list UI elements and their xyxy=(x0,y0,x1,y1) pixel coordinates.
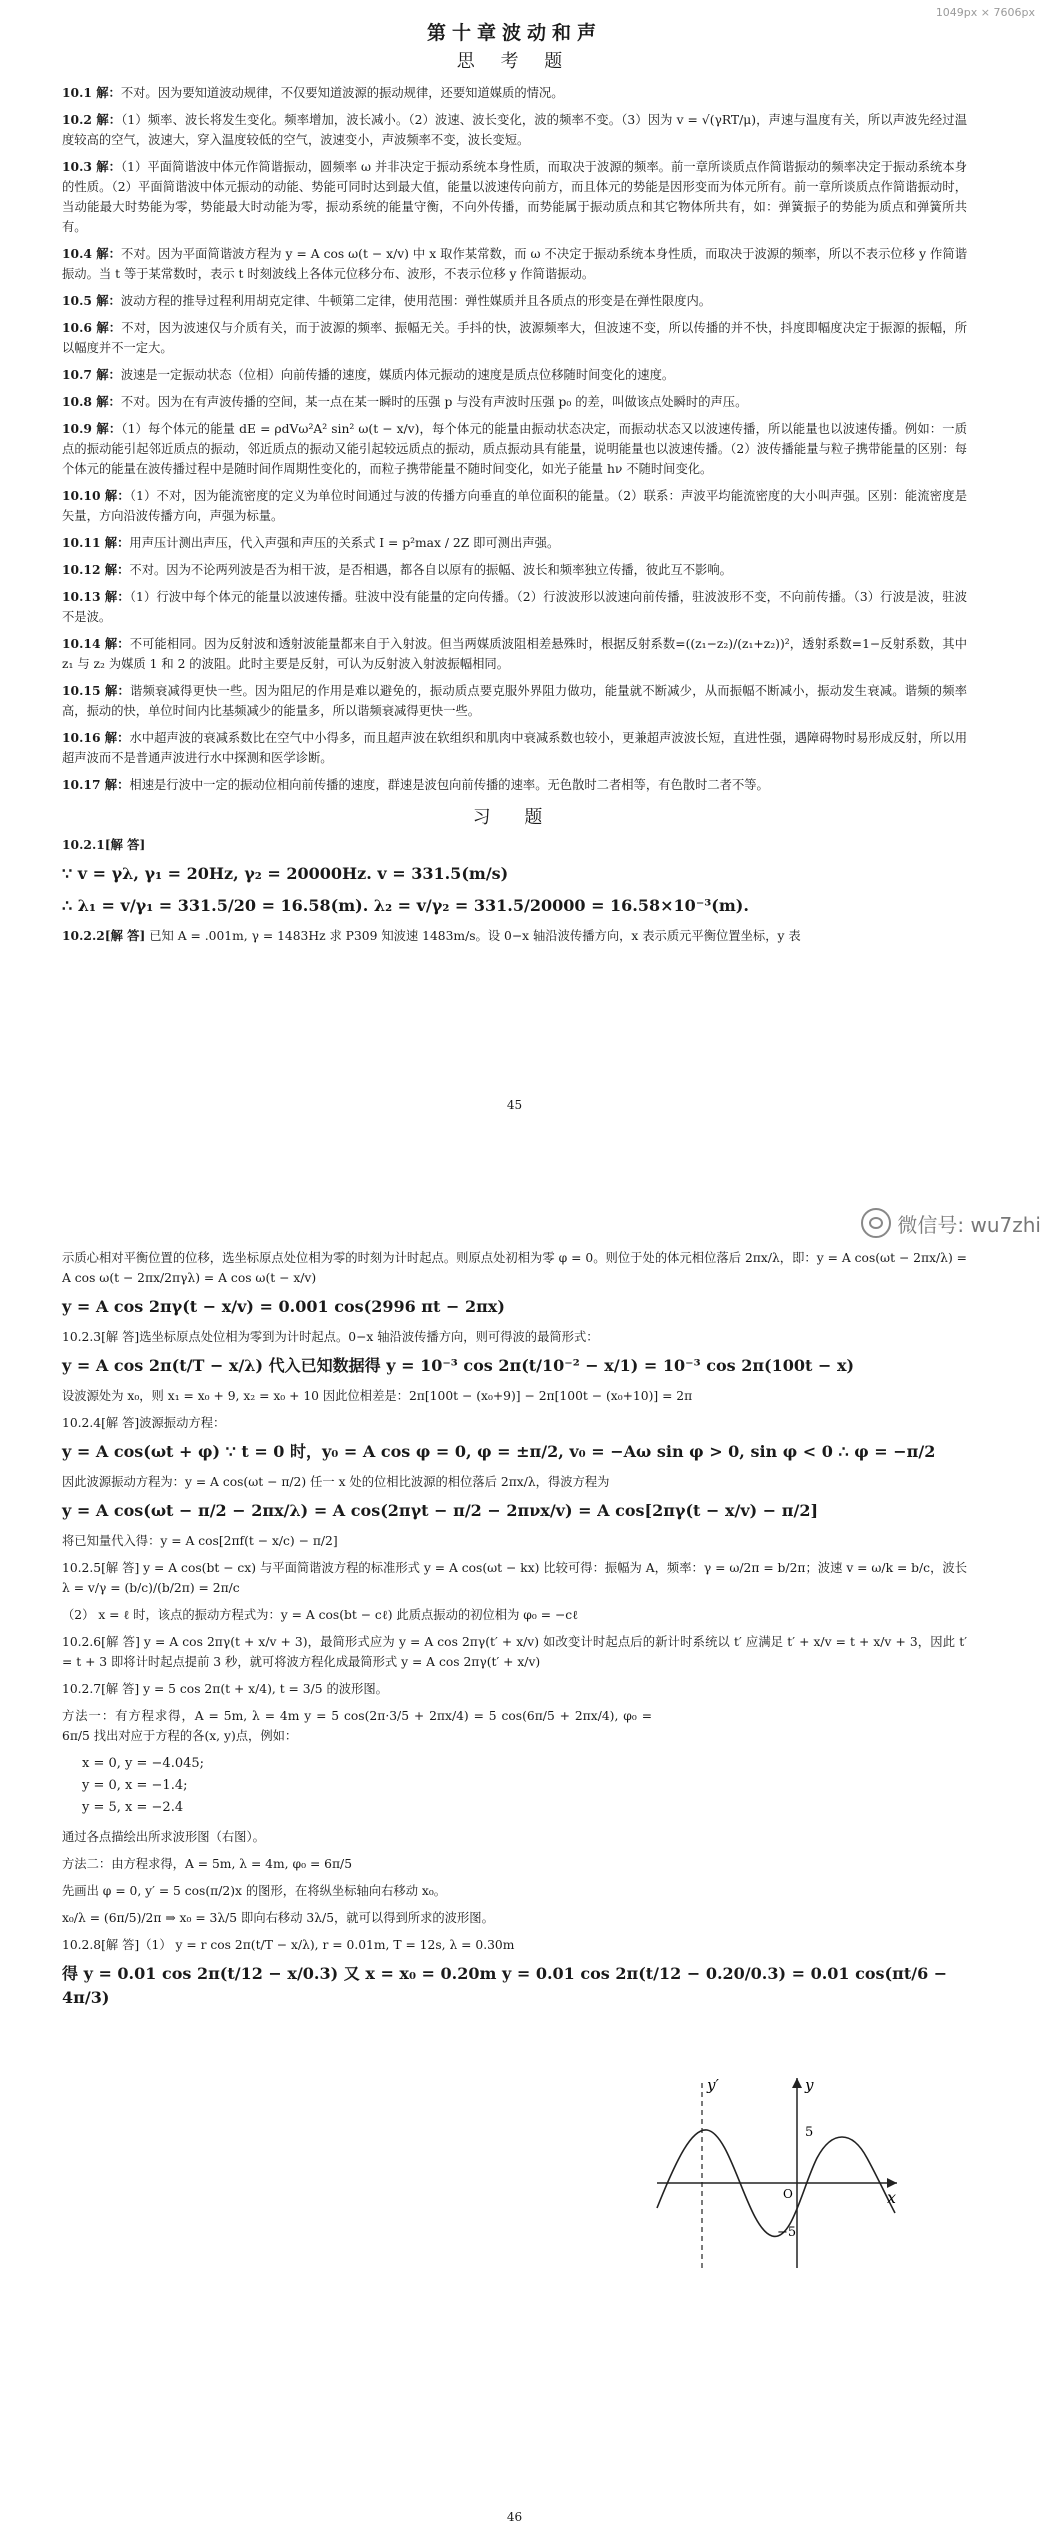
point-item: y = 0, x = −1.4; xyxy=(82,1778,188,1793)
points-note: 通过各点描绘出所求波形图（右图）。 xyxy=(62,1830,265,1844)
exercise-10-2-5: 10.2.5[解 答] y = A cos(bt − cx) 与平面简谐波方程的标准形式 y = A cos(ωt − kx) 比较可得：振幅为 A，频率：γ = ω/2π = b/2π；波速 v = ω/k = b/c，波长 λ = v/γ = (b/c)/(b/2π) = 2π/c xyxy=(62,1561,967,1595)
question-label: 10.14 解： xyxy=(62,636,130,651)
question-answer xyxy=(62,365,967,385)
question-answer xyxy=(62,157,967,237)
question-label: 10.5 解： xyxy=(62,293,121,308)
question-text: 相速是行波中一定的振动位相向前传播的速度，群速是波包向前传播的速率。无色散时二者相等，有色散时二者不等。 xyxy=(129,778,769,792)
question-text: 不对。因为在有声波传播的空间，某一点在某一瞬时的压强 p 与没有声波时压强 p₀ 的差，叫做该点处瞬时的声压。 xyxy=(120,395,748,409)
tick-neg-five-label: −5 xyxy=(777,2225,797,2240)
question-text: （1）每个体元的能量 dE = ρdVω²A² sin² ω(t − x/v)，每个体元的能量由振动状态决定，而振动状态又以波速传播，所以能量也以波速传播。例如：一质点的振动能引起邻近质点的振动，邻近质点的振动又能引起较远质点的振动，质点振动具有能量，说明能量也以波速传播。（2）波传播能量与粒子携带能量的区别：每个体元的能量在波传播过程中是随时间作周期性变化的，而粒子携带能量不随时间变化，如光子能量 hν 不随时间变化。 xyxy=(62,422,967,476)
question-answer xyxy=(62,419,967,479)
page-number: 46 xyxy=(506,2510,523,2524)
question-answer xyxy=(62,634,967,674)
watermark-text: 微信号: wu7zhi xyxy=(897,1212,1041,1237)
question-answer xyxy=(62,110,967,150)
exercise-10-2-1 xyxy=(62,835,967,855)
question-text: 不对。因为不论两列波是否为相干波，是否相遇，都各自以原有的振幅、波长和频率独立传播，彼此互不影响。 xyxy=(129,563,732,577)
question-label: 10.12 解： xyxy=(62,562,130,577)
point-list xyxy=(82,1753,967,1819)
formula-10-2-4b: 因此波源振动方程为：y = A cos(ωt − π/2) 任一 x 处的位相比波源的相位落后 2πx/λ，得波方程为 xyxy=(62,1475,610,1489)
chapter-title: 第十章波动和声 xyxy=(426,22,602,44)
question-text: 不对。因为要知道波动规律，不仅要知道波源的振动规律，还要知道媒质的情况。 xyxy=(120,86,564,100)
question-answer xyxy=(62,681,967,721)
exercise-10-2-3: 10.2.3[解 答]选坐标原点处位相为零到为计时起点。0−x 轴沿波传播方向，则可得波的最简形式： xyxy=(62,1330,599,1344)
question-answer xyxy=(62,728,967,768)
question-label: 10.17 解： xyxy=(62,777,130,792)
page-46 xyxy=(62,1248,967,2528)
formula-10-2-5b: （2） x = ℓ 时，该点的振动方程式为：y = A cos(bt − cℓ) 此质点振动的初位相为 φ₀ = −cℓ xyxy=(62,1608,579,1622)
question-text: （1）频率、波长将发生变化。频率增加，波长减小。（2）波速、波长变化，波的频率不变。（3）因为 v = √(γRT/μ)，声速与温度有关，所以声波先经过温度较高的空气，波速大，穿入温度较低的空气，波速变小，声波频率不变，波长变短。 xyxy=(62,113,967,147)
y-axis-arrow xyxy=(792,2078,802,2088)
question-label: 10.3 解： xyxy=(62,159,121,174)
question-text: 水中超声波的衰减系数比在空气中小得多，而且超声波在软组织和肌肉中衰减系数也较小，更兼超声波波长短，直进性强，遇障碍物时易形成反射，所以用超声波而不是普通声波进行水中探测和医学诊断。 xyxy=(62,731,967,765)
question-text: 波速是一定振动状态（位相）向前传播的速度，媒质内体元振动的速度是质点位移随时间变化的速度。 xyxy=(120,368,675,382)
question-label: 10.4 解： xyxy=(62,246,121,261)
formula-10-2-3b: 设波源处为 x₀，则 x₁ = x₀ + 9, x₂ = x₀ + 10 因此位相差是：2π[100t − (x₀+9)] − 2π[100t − (x₀+10)] = 2π xyxy=(62,1389,693,1403)
point-item: y = 5, x = −2.4 xyxy=(82,1800,184,1815)
question-text: 不对。因为平面简谐波方程为 y = A cos ω(t − x/v) 中 x 取作某常数，而 ω 不决定于振动系统本身性质，而取决于波源的频率，所以不表示位移 y 作简谐振动。当 t 等于某常数时，表示 t 时刻波线上各体元位移分布、波形，不表示位移 y 作简谐振动。 xyxy=(62,247,967,281)
question-answer xyxy=(62,533,967,553)
question-text: 波动方程的推导过程利用胡克定律、牛顿第二定律，使用范围：弹性媒质并且各质点的形变是在弹性限度内。 xyxy=(120,294,712,308)
question-text: 用声压计测出声压，代入声强和声压的关系式 I = p²max / 2Z 即可测出声强。 xyxy=(129,536,560,550)
question-answer xyxy=(62,291,967,311)
question-text: 谐频衰减得更快一些。因为阻尼的作用是难以避免的，振动质点要克服外界阻力做功，能量就不断减少，从而振幅不断减小，振动发生衰减。谐频的频率高，振动的快，单位时间内比基频减少的能量多，所以谐频衰减得更快一些。 xyxy=(62,684,967,718)
exercise-10-2-6: 10.2.6[解 答] y = A cos 2πγ(t + x/v + 3)，最简形式应为 y = A cos 2πγ(t′ + x/v) 如改变计时起点后的新计时系统以 t′ 应满足 t′ + x/v = t + x/v + 3，因此 t′ = t + 3 即将计时起点提前 3 秒，就可将波方程化成最简形式 y = A cos 2πγ(t′ + x/v) xyxy=(62,1635,967,1669)
waveform-figure xyxy=(647,2068,907,2278)
question-answer xyxy=(62,83,967,103)
formula-10-2-3a: y = A cos 2π(t/T − x/λ) 代入已知数据得 y = 10⁻³ cos 2π(t/10⁻² − x/1) = 10⁻³ cos 2π(100t − x) xyxy=(62,1356,855,1375)
formula-10-2-1a: ∵ v = γλ, γ₁ = 20Hz, γ₂ = 20000Hz. v = 331.5(m/s) xyxy=(62,864,509,883)
formula-10-2-2: y = A cos 2πγ(t − x/v) = 0.001 cos(2996 πt − 2πx) xyxy=(62,1297,505,1316)
section-title-exercises: 习 题 xyxy=(472,807,557,828)
wechat-icon xyxy=(861,1208,891,1238)
question-label: 10.7 解： xyxy=(62,367,121,382)
question-label: 10.11 解： xyxy=(62,535,130,550)
exercise-text: 已知 A = .001m, γ = 1483Hz 求 P309 知波速 1483m/s。设 0−x 轴沿波传播方向，x 表示质元平衡位置坐标，y 表 xyxy=(149,929,801,943)
question-label: 10.16 解： xyxy=(62,730,130,745)
exercise-10-2-4: 10.2.4[解 答]波源振动方程： xyxy=(62,1416,226,1430)
exercise-10-2-7: 10.2.7[解 答] y = 5 cos 2π(t + x/4), t = 3/5 的波形图。 xyxy=(62,1682,388,1696)
question-text: 不可能相同。因为反射波和透射波能量都来自于入射波。但当两媒质波阻相差悬殊时，根据反射系数=((z₁−z₂)/(z₁+z₂))²，透射系数=1−反射系数，其中 z₁ 与 z₂ 为媒质 1 和 2 的波阻。此时主要是反射，可认为反射波入射波振幅相同。 xyxy=(62,637,967,671)
question-label: 10.13 解： xyxy=(62,589,130,604)
x-axis-arrow xyxy=(887,2178,897,2188)
formula-10-2-4d: 将已知量代入得：y = A cos[2πf(t − x/c) − π/2] xyxy=(62,1534,338,1548)
question-label: 10.2 解： xyxy=(62,112,122,127)
question-answer xyxy=(62,587,967,627)
question-label: 10.15 解： xyxy=(62,683,130,698)
question-label: 10.6 解： xyxy=(62,320,122,335)
question-text: 不对，因为波速仅与介质有关，而于波源的频率、振幅无关。手抖的快，波源频率大，但波速不变，所以传播的并不快，抖度即幅度决定于振源的振幅，所以幅度并不一定大。 xyxy=(62,321,967,355)
origin-label: O xyxy=(783,2187,793,2201)
question-answer xyxy=(62,244,967,284)
formula-10-2-1b: ∴ λ₁ = v/γ₁ = 331.5/20 = 16.58(m). λ₂ = v/γ₂ = 331.5/20000 = 16.58×10⁻³(m). xyxy=(62,896,749,915)
exercise-10-2-2-cont: 示质心相对平衡位置的位移，选坐标原点处位相为零的时刻为计时起点。则原点处初相为零 φ = 0。则位于处的体元相位落后 2πx/λ，即：y = A cos(ωt − 2πx/λ) = A cos ω(t − 2πx/2πγλ) = A cos ω(t − x/v) xyxy=(62,1251,967,1285)
method-two: 方法二：由方程求得，A = 5m, λ = 4m, φ₀ = 6π/5 xyxy=(62,1857,353,1871)
x-label: x xyxy=(887,2188,897,2207)
question-answer xyxy=(62,775,967,795)
method-two-result: x₀/λ = (6π/5)/2π ⇒ x₀ = 3λ/5 即向右移动 3λ/5，就可以得到所求的波形图。 xyxy=(62,1911,494,1925)
y-label: y xyxy=(805,2076,814,2094)
question-list xyxy=(62,83,967,795)
wechat-watermark xyxy=(861,1208,1041,1238)
method-two-step: 先画出 φ = 0, y′ = 5 cos(π/2)x 的图形，在将纵坐标轴向右移动 x₀。 xyxy=(62,1884,447,1898)
question-text: （1）不对，因为能流密度的定义为单位时间通过与波的传播方向垂直的单位面积的能量。（2）联系：声波平均能流密度的大小叫声强。区别：能流密度是矢量，方向沿波传播方向，声强为标量。 xyxy=(62,489,967,523)
exercise-10-2-2 xyxy=(62,926,967,946)
point-item: x = 0, y = −4.045; xyxy=(82,1756,205,1771)
tick-five-label: 5 xyxy=(805,2125,814,2140)
question-answer xyxy=(62,318,967,358)
exercise-label: 10.2.2[解 答] xyxy=(62,928,146,943)
formula-10-2-4a: y = A cos(ωt + φ) ∵ t = 0 时，y₀ = A cos φ = 0, φ = ±π/2, v₀ = −Aω sin φ > 0, sin φ < 0 ∴ φ = −π/2 xyxy=(62,1442,936,1461)
page-number: 45 xyxy=(506,1098,523,1112)
y-prime-label: y′ xyxy=(707,2076,719,2094)
question-text: （1）行波中每个体元的能量以波速传播。驻波中没有能量的定向传播。（2）行波波形以波速向前传播，驻波波形不变，不向前传播。（3）行波是波，驻波不是波。 xyxy=(62,590,967,624)
image-dimension-label: 1049px × 7606px xyxy=(935,6,1035,19)
question-label: 10.1 解： xyxy=(62,85,121,100)
method-one: 方法一：有方程求得，A = 5m, λ = 4m y = 5 cos(2π·3/5 + 2πx/4) = 5 cos(6π/5 + 2πx/4), φ₀ = 6π/5 找出对应于方程的各(x, y)点，例如： xyxy=(62,1709,652,1743)
question-answer xyxy=(62,392,967,412)
page-45 xyxy=(62,14,968,1112)
exercise-label: 10.2.1[解 答] xyxy=(62,837,146,852)
formula-10-2-8: 得 y = 0.01 cos 2π(t/12 − x/0.3) 又 x = x₀ = 0.20m y = 0.01 cos 2π(t/12 − 0.20/0.3) = 0.01 cos(πt/6 − 4π/3) xyxy=(62,1964,948,2007)
exercise-10-2-8: 10.2.8[解 答]（1） y = r cos 2π(t/T − x/λ), r = 0.01m, T = 12s, λ = 0.30m xyxy=(62,1938,515,1952)
question-label: 10.10 解： xyxy=(62,488,130,503)
question-text: （1）平面简谐波中体元作简谐振动，圆频率 ω 并非决定于振动系统本身性质，而取决于波源的频率。前一章所谈质点作简谐振动的频率决定于振动系统本身的性质。（2）平面简谐波中体元振动的动能、势能可同时达到最大值，能量以波速传向前方，而且体元的势能是因形变而为体元所有。前一章所谈质点作简谐振动时，当动能最大时势能为零，势能最大时动能为零，振动系统的能量守衡，不向外传播，而势能属于振动质点和其它物体所共有，如：弹簧振子的势能为质点和弹簧所共有。 xyxy=(62,160,968,234)
question-label: 10.8 解： xyxy=(62,394,121,409)
question-answer xyxy=(62,560,967,580)
formula-10-2-4c: y = A cos(ωt − π/2 − 2πx/λ) = A cos(2πγt − π/2 − 2πνx/v) = A cos[2πγ(t − x/v) − π/2] xyxy=(62,1501,819,1520)
section-title-questions: 思 考 题 xyxy=(456,51,573,72)
question-answer xyxy=(62,486,967,526)
question-label: 10.9 解： xyxy=(62,421,122,436)
